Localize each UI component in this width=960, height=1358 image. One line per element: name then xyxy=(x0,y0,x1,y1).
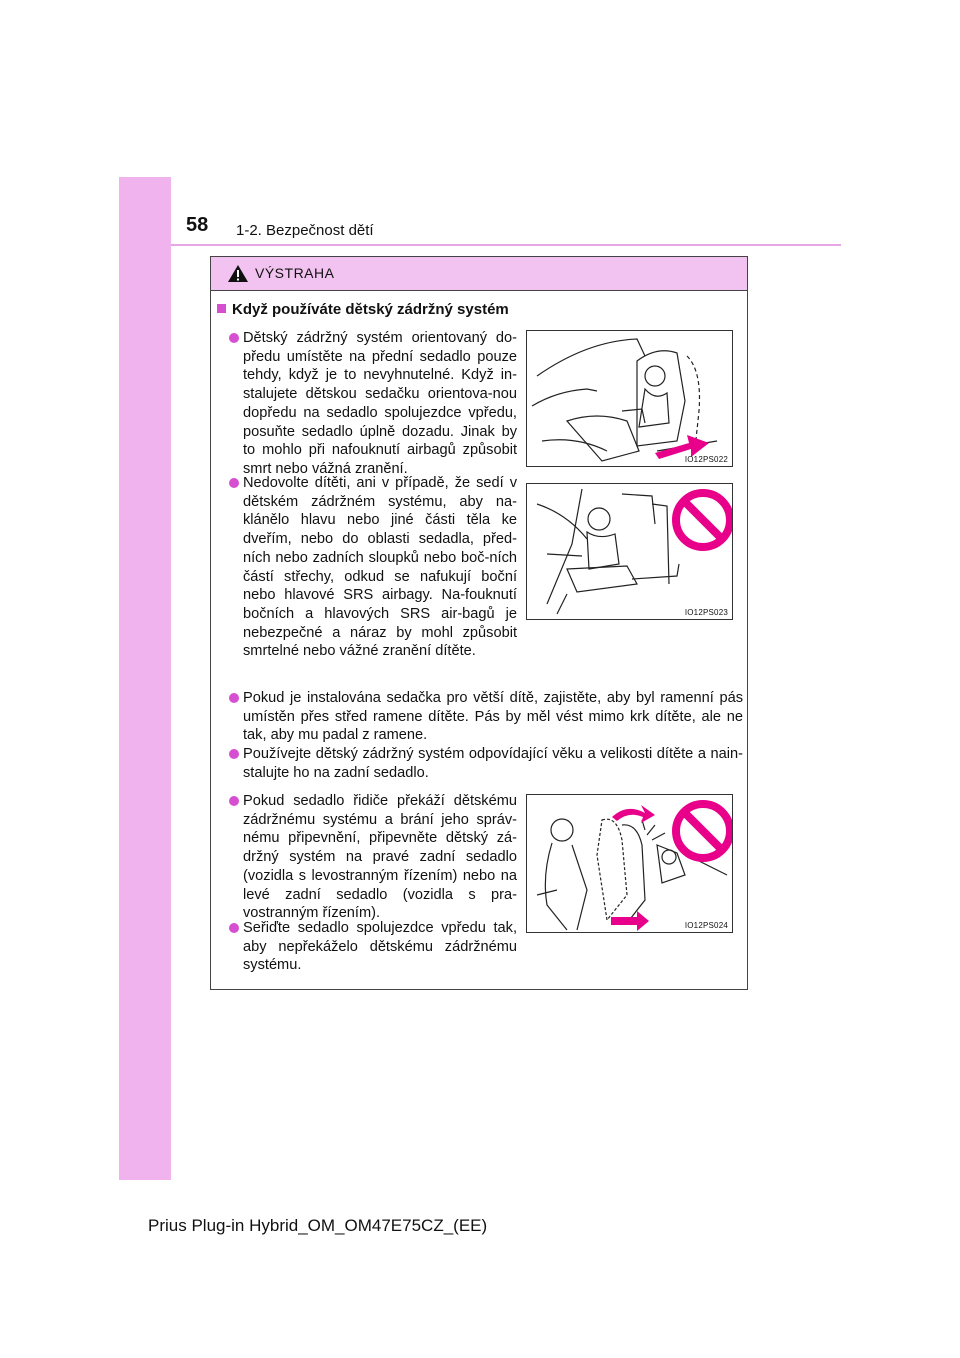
warning-item-text: Dětský zádržný systém orientovaný do-předu umístěte na přední sedadlo pouze tehdy, když je to nevyhnutelné. Když in-stalujete dětskou sedačku orientova-nou dopředu na sedadlo spolujezdce vpředu, posuňte sedadlo úplně dozadu. Jinak by to mohlo při nafouknutí airbagů způsobit smrt nebo vážná zranění. xyxy=(243,330,517,477)
bullet-icon xyxy=(229,333,239,343)
footer-manual-id: Prius Plug-in Hybrid_OM_OM47E75CZ_(EE) xyxy=(148,1216,488,1235)
figure-child-head-near-airbag xyxy=(526,483,733,620)
bullet-icon xyxy=(229,796,239,806)
warning-item-text: Nedovolte dítěti, ani v případě, že sedí v dětském zádržném systému, aby na-klánělo hlavu nebo jiné části těla ke dveřím, nebo do oblasti sedadla, před-ních nebo zadních sloupků nebo boč-ních částí střechy, odkud se nafukují boční nebo hlavové SRS airbagy. Na-fouknutí bočních a hlavových SRS air-bagů je nebezpečné a náraz by mohl způsobit smrtelné nebo vážné zranění dítěte. xyxy=(243,475,517,660)
section-title: 1-2. Bezpečnost dětí xyxy=(236,222,374,239)
chapter-side-strip xyxy=(119,177,171,1180)
child-seat-front-illustration xyxy=(527,331,733,467)
square-bullet-icon xyxy=(217,304,226,313)
bullet-icon xyxy=(229,693,239,703)
warning-title: VÝSTRAHA xyxy=(255,265,335,281)
figure-code: IO12PS022 xyxy=(684,455,728,464)
seat-adjust-illustration xyxy=(527,795,733,933)
header-divider xyxy=(171,244,841,246)
warning-item-text: Pokud je instalována sedačka pro větší dítě, zajistěte, aby byl ramenní pás umístěn přes střed ramene dítěte. Pás by měl vést mimo krk dítěte, ale ne tak, aby mu padal z ramene. xyxy=(243,690,743,744)
bullet-icon xyxy=(229,923,239,933)
figure-code: IO12PS024 xyxy=(684,921,728,930)
warning-triangle-icon xyxy=(227,264,249,283)
child-booster-seat-illustration xyxy=(527,484,733,620)
figure-driver-seat-interference xyxy=(526,794,733,933)
bullet-icon xyxy=(229,478,239,488)
figure-code: IO12PS023 xyxy=(684,608,728,617)
warning-item xyxy=(243,919,517,975)
warning-subheading xyxy=(217,301,509,318)
warning-item-text: Seřiďte sedadlo spolujezdce vpředu tak, aby nepřekáželo dětskému zádržnému systému. xyxy=(243,920,517,974)
figure-child-seat-front xyxy=(526,330,733,467)
warning-item-text: Používejte dětský zádržný systém odpovídající věku a velikosti dítěte a nain-stalujte ho na zadní sedadlo. xyxy=(243,746,743,781)
warning-header xyxy=(211,257,747,291)
warning-item-text: Pokud sedadlo řidiče překáží dětskému zádržnému systému a brání jeho správ-nému připevnění, připevněte dětský zá-držný systém na pravé zadní sedadlo (vozidla s levostranným řízením) nebo na levé zadní sedadlo (vozidla s pra-vostranným řízením). xyxy=(243,793,517,922)
warning-item xyxy=(243,474,517,661)
warning-item xyxy=(243,329,517,479)
warning-subheading-text: Když používáte dětský zádržný systém xyxy=(232,301,509,318)
warning-item xyxy=(243,745,743,782)
warning-item xyxy=(243,689,743,745)
bullet-icon xyxy=(229,749,239,759)
warning-item xyxy=(243,792,517,923)
page-number: 58 xyxy=(186,214,209,236)
warning-box xyxy=(210,256,748,990)
